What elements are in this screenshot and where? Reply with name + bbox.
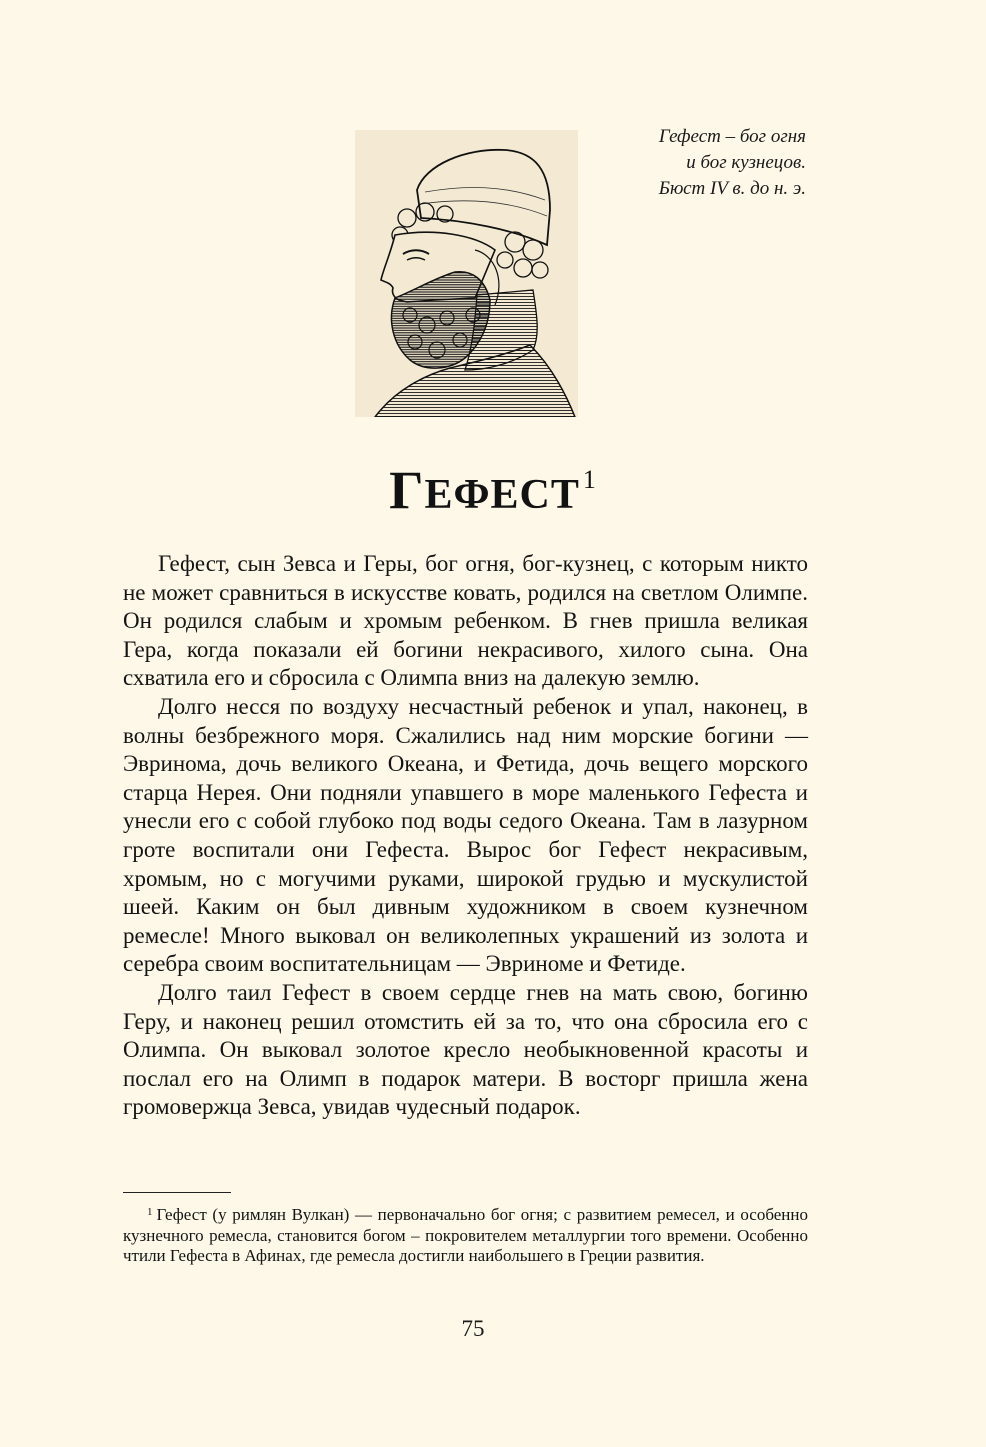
paragraph: Гефест, сын Зевса и Геры, бог огня, бог-кузнец, с которым никто не может сравниться в искусстве ковать, родился на светлом Олимпе. Он родился слабым и хромым ребенком. В гнев пришла великая Гера, когда показали ей богини некрасивого, хилого сына. Она схватила его и сбросила с Олимпа вниз на далекую землю. [123,551,808,691]
chapter-title-rest: ЕФЕСТ [424,472,580,518]
illustration-caption [606,124,806,202]
body-text [123,550,808,1122]
footnote-divider [123,1192,231,1193]
bust-of-hephaestus-engraving-icon [355,130,578,417]
caption-line: Гефест – бог огня [658,126,806,147]
chapter-title-initial: Г [389,460,425,520]
footnote [123,1202,808,1267]
caption-line: Бюст IV в. до н. э. [658,178,806,199]
bust-illustration [355,130,578,417]
chapter-title [0,448,986,527]
footnote-text: Гефест (у римлян Вулкан) — первоначально бог огня; с развитием ремесел, и особенно кузнечного ремесла, становится богом – покровителем металлургии того времени. Особенно чтили Гефеста в Афинах, где ремесла достигли наибольшего в Греции развития. [123,1205,808,1266]
paragraph: Долго таил Гефест в своем сердце гнев на мать свою, богиню Геру, и наконец решил отомстить ей за то, что она сбросила его с Олимпа. Он выковал золотое кресло необыкновенной красоты и послал его на Олимп в подарок матери. В восторг пришла жена громовержца Зевса, увидав чудесный подарок. [123,979,808,1120]
chapter-footnote-mark[interactable]: 1 [582,465,597,494]
caption-line: и бог кузнецов. [686,152,806,173]
page-number: 75 [461,1316,485,1341]
footnote-mark: 1 [147,1206,153,1218]
paragraph: Долго несся по воздуху несчастный ребенок и упал, наконец, в волны безбрежного моря. Сжалились над ним морские богини — Эвринома, дочь великого Океана, и Фетида, дочь вещего морского старца Нерея. Они подняли упавшего в море маленького Гефеста и унесли его с собой глубоко под воды седого Океана. Там в лазурном гроте воспитали они Гефеста. Вырос бог Гефест некрасивым, хромым, но с могучими руками, широкой грудью и мускулистой шеей. Каким он был дивным художником в своем кузнечном ремесле! Много выковал он великолепных украшений из золота и серебра своим воспитательницам — Эвриноме и Фетиде. [123,693,808,977]
